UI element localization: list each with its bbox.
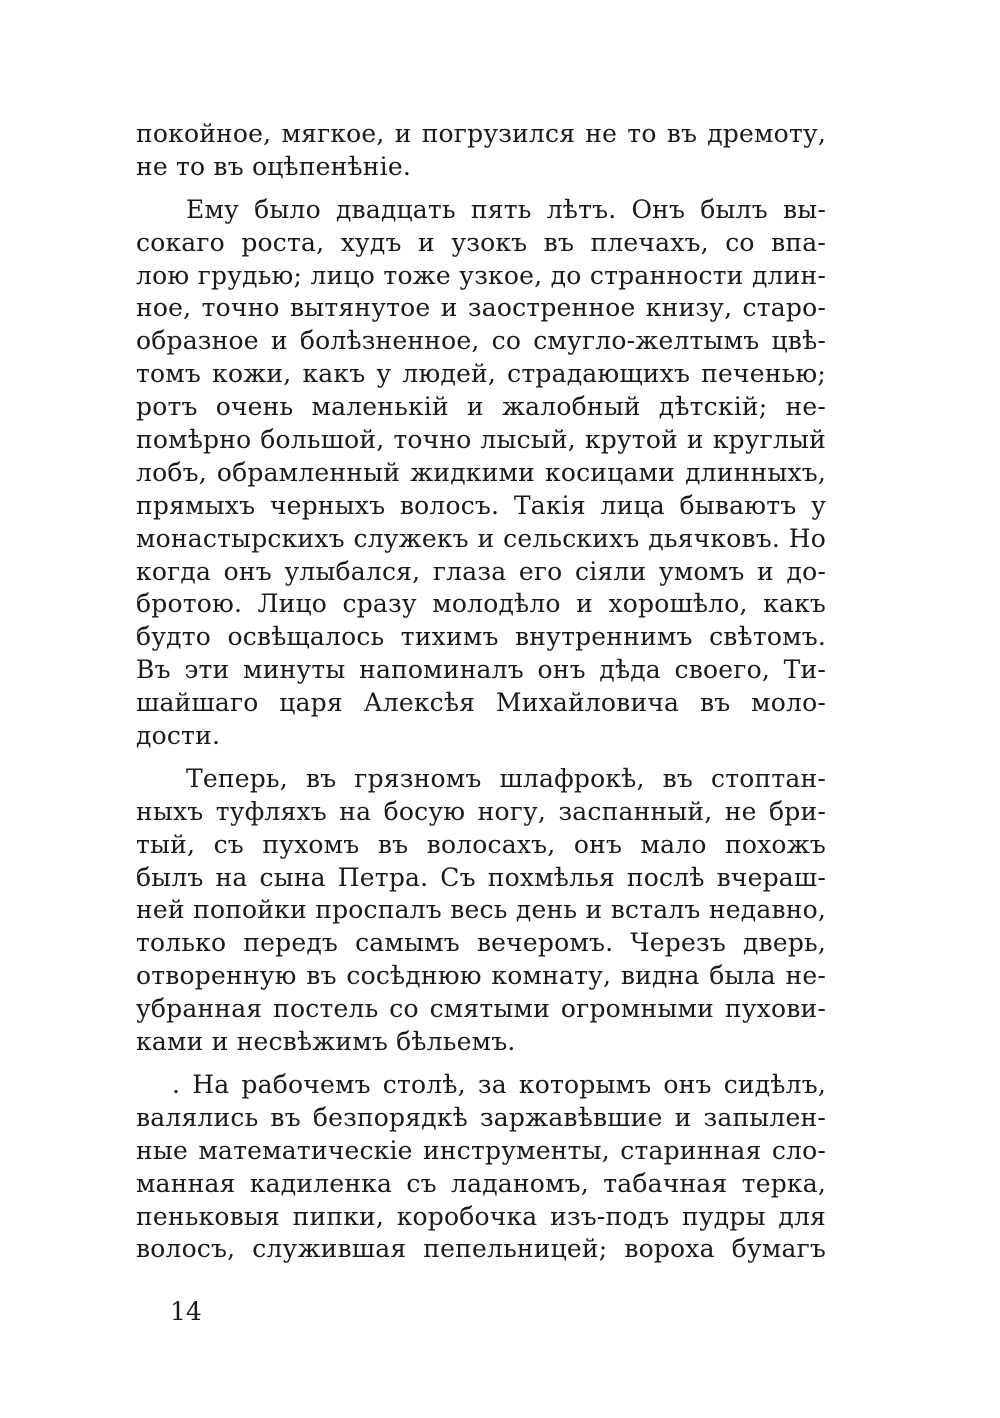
text-line: не то въ оцѣпенѣніе. xyxy=(136,151,411,181)
text-line: отворенную въ сосѣднюю комнату, видна была не- xyxy=(136,961,826,991)
text-line: Въ эти минуты напоминалъ онъ дѣда своего, Ти- xyxy=(136,655,826,685)
text-line: покойное, мягкое, и погрузился не то въ дремоту, xyxy=(136,119,826,148)
text-line: монастырскихъ служекъ и сельскихъ дьячковъ. Но xyxy=(136,523,826,553)
text-line: ныхъ туфляхъ на босую ногу, заспанный, не бри- xyxy=(136,796,826,826)
text-line: томъ кожи, какъ у людей, страдающихъ печенью; xyxy=(136,359,826,389)
text-line: ней попойки проспалъ весь день и всталъ недавно, xyxy=(136,895,826,925)
text-line: ротъ очень маленькій и жалобный дѣтскій; не- xyxy=(136,392,826,422)
text-line: ные математическіе инструменты, старинная сло- xyxy=(136,1135,826,1165)
text-line: шайшаго царя Алексѣя Михайловича въ моло- xyxy=(136,688,826,718)
text-line: пеньковыя пипки, коробочка изъ-подъ пудры для xyxy=(136,1201,826,1231)
text-line: когда онъ улыбался, глаза его сіяли умомъ и до- xyxy=(136,556,826,586)
text-line: Ему было двадцать пять лѣтъ. Онъ былъ вы- xyxy=(186,194,826,224)
text-line: убранная постель со смятыми огромными пухови- xyxy=(136,994,826,1024)
text-line: лою грудью; лицо тоже узкое, до странности длин- xyxy=(136,260,826,290)
text-line: ками и несвѣжимъ бѣльемъ. xyxy=(136,1027,516,1057)
text-line: ное, точно вытянутое и заостренное книзу, старо- xyxy=(136,293,826,323)
text-line: помѣрно большой, точно лысый, крутой и круглый xyxy=(136,425,826,455)
text-line: валялись въ безпорядкѣ заржавѣвшие и запылен- xyxy=(136,1102,826,1132)
text-line: только передъ самымъ вечеромъ. Черезъ дверь, xyxy=(136,928,826,958)
text-line: былъ на сына Петра. Съ похмѣлья послѣ вчераш- xyxy=(136,862,826,892)
text-line: лобъ, обрамленный жидкими косицами длинныхъ, xyxy=(136,457,826,487)
text-line: волосъ, служившая пепельницей; вороха бумагъ xyxy=(136,1234,826,1264)
text-line: образное и болѣзненное, со смугло-желтымъ цвѣ- xyxy=(136,326,826,356)
text-line: . На рабочемъ столѣ, за которымъ онъ сидѣлъ, xyxy=(172,1069,826,1099)
paragraph-2 xyxy=(136,194,826,753)
text-line: Теперь, въ грязномъ шлафрокѣ, въ стоптан- xyxy=(186,763,826,793)
text-line: будто освѣщалось тихимъ внутреннимъ свѣтомъ. xyxy=(136,622,826,652)
page-number: 14 xyxy=(170,1297,202,1326)
text-line: тый, съ пухомъ въ волосахъ, онъ мало похожъ xyxy=(136,829,826,859)
text-block xyxy=(136,118,826,1266)
text-line: прямыхъ черныхъ волосъ. Такія лица бываютъ у xyxy=(136,490,826,520)
text-line: сокаго роста, худъ и узокъ въ плечахъ, со впа- xyxy=(136,227,826,257)
text-line: дости. xyxy=(136,721,221,751)
text-line: бротою. Лицо сразу молодѣло и хорошѣло, какъ xyxy=(136,589,826,619)
paragraph-1 xyxy=(136,118,826,184)
paragraph-4 xyxy=(136,1069,826,1266)
text-line: манная кадиленка съ ладаномъ, табачная терка, xyxy=(136,1168,826,1198)
paragraph-3 xyxy=(136,763,826,1059)
